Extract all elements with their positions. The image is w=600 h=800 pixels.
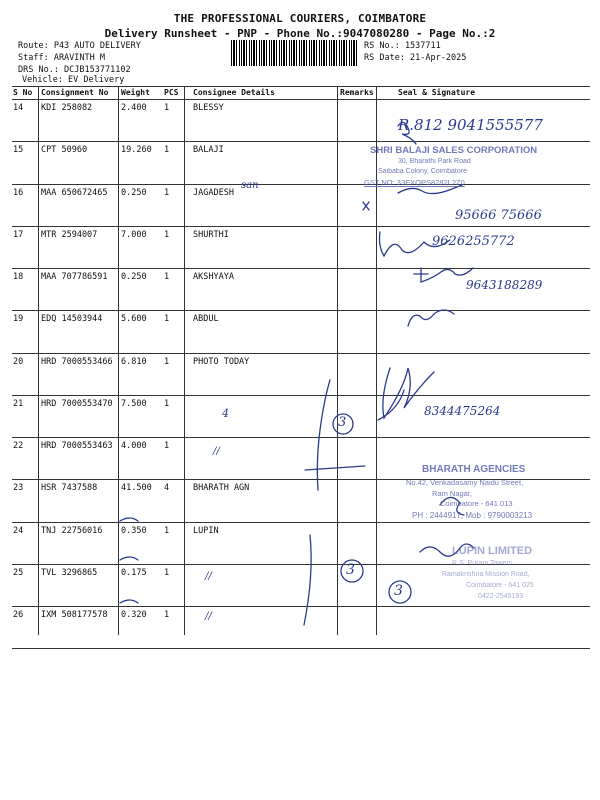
- weight-cell: 7.000: [121, 229, 147, 240]
- sno-cell: 14: [13, 103, 24, 113]
- weight-cell: 0.175: [121, 567, 147, 578]
- ditto-mark-row22: //: [213, 446, 220, 457]
- weight-cell: 0.320: [121, 610, 147, 620]
- stamp-balaji-address1: 30, Bharathi Park Road: [398, 158, 471, 165]
- stamp-bharath-address2: Ram Nagar,: [432, 489, 473, 498]
- pcs-cell: 4: [164, 483, 170, 494]
- pcs-cell: 1: [164, 525, 170, 536]
- sno-cell: 25: [13, 567, 24, 578]
- weight-cell: 4.000: [121, 441, 147, 451]
- consignee-cell: PHOTO TODAY: [193, 356, 250, 367]
- weight-cell: 7.500: [121, 398, 147, 409]
- pcs-cell: 1: [164, 103, 170, 113]
- handwritten-phone-row15: R.812 9041555577: [398, 116, 543, 134]
- table-row: [12, 396, 590, 438]
- consignment-cell: CPT 50960: [41, 145, 88, 156]
- weight-cell: 2.400: [121, 103, 147, 113]
- stamp-bharath-phone: PH : 2444917, Mob : 9790003213: [412, 511, 533, 520]
- col-divider: [118, 86, 119, 635]
- consignment-cell: EDQ 14503944: [41, 314, 103, 325]
- weight-cell: 5.600: [121, 314, 147, 325]
- stamp-balaji-address2: Saibaba Colony, Coimbatore: [378, 168, 467, 175]
- consignment-cell: HRD 7000553470: [41, 398, 113, 409]
- route-label: Route: P43 AUTO DELIVERY: [18, 41, 141, 51]
- header-pcs: PCS: [164, 88, 179, 97]
- stamp-lupin-address1: R.S. Puram Towers: [452, 560, 513, 567]
- table-row: [12, 354, 590, 396]
- sno-cell: 26: [13, 610, 24, 620]
- runsheet-subtitle: Delivery Runsheet - PNP - Phone No.:9047080280 - Page No.:2: [104, 27, 496, 40]
- handwritten-phone-row17: 9626255772: [432, 234, 515, 249]
- col-divider: [38, 86, 39, 635]
- drs-label: DRS No.: DCJB153771102: [18, 65, 131, 75]
- pcs-cell: 1: [164, 398, 170, 409]
- rs-number: RS No.: 1537711: [364, 41, 441, 51]
- consignment-cell: MAA 650672465: [41, 187, 108, 198]
- weight-cell: 0.250: [121, 272, 147, 282]
- consignee-cell: BLESSY: [193, 103, 224, 113]
- sno-cell: 23: [13, 483, 24, 494]
- sno-cell: 18: [13, 272, 24, 282]
- circled-number-21: 3: [338, 415, 347, 430]
- consignment-cell: KDI 258082: [41, 103, 93, 113]
- sno-cell: 22: [13, 441, 24, 451]
- consignment-cell: HRD 7000553463: [41, 441, 113, 451]
- consignee-cell: AKSHYAYA: [193, 272, 234, 282]
- consignee-cell: ABDUL: [193, 314, 219, 325]
- stamp-bharath-address1: No.42, Venkadasamy Naidu Street,: [406, 478, 524, 487]
- consignee-cell: BALAJI: [193, 145, 224, 156]
- vehicle-label: Vehicle: EV Delivery: [22, 75, 125, 85]
- sno-cell: 16: [13, 187, 24, 198]
- header-weight: Weight: [121, 88, 150, 97]
- handwritten-phone-row18: 9643188289: [466, 278, 543, 292]
- col-divider: [376, 86, 377, 635]
- stamp-balaji-name: SHRI BALAJI SALES CORPORATION: [370, 145, 538, 156]
- pcs-cell: 1: [164, 356, 170, 367]
- stamp-lupin-address2: Ramakrishna Mission Road,: [442, 571, 530, 578]
- consignee-cell: LUPIN: [193, 525, 219, 536]
- header-sno: S No: [13, 88, 33, 97]
- table-row: [12, 311, 590, 353]
- sno-cell: 20: [13, 356, 24, 367]
- consignment-cell: HSR 7437588: [41, 483, 98, 494]
- consignment-cell: MAA 707786591: [41, 272, 108, 282]
- sno-cell: 19: [13, 314, 24, 325]
- header-consignment: Consignment No: [41, 88, 109, 97]
- circled-number-25: 3: [346, 562, 355, 578]
- rs-date: RS Date: 21-Apr-2025: [364, 53, 467, 63]
- weight-cell: 41.500: [121, 483, 152, 494]
- pcs-cell: 1: [164, 229, 170, 240]
- ditto-mark-row21: 4: [222, 407, 229, 420]
- pcs-cell: 1: [164, 187, 170, 198]
- pcs-cell: 1: [164, 610, 170, 620]
- runsheet-barcode: [231, 40, 357, 66]
- staff-label: Staff: ARAVINTH M: [18, 53, 105, 63]
- sno-cell: 24: [13, 525, 24, 536]
- company-title: THE PROFESSIONAL COURIERS, COIMBATORE: [173, 12, 427, 25]
- table-row: [12, 523, 590, 565]
- handwritten-phone-row16: 95666 75666: [455, 208, 542, 223]
- stamp-lupin-name: LUPIN LIMITED: [452, 545, 533, 557]
- consignment-cell: TNJ 22756016: [41, 525, 103, 536]
- pcs-cell: 1: [164, 314, 170, 325]
- consignee-cell: SHURTHI: [193, 229, 229, 240]
- col-divider: [184, 86, 185, 635]
- pcs-cell: 1: [164, 441, 170, 451]
- ditto-mark-row25: //: [205, 571, 212, 582]
- consignee-cell: JAGADESH: [193, 187, 234, 198]
- consignment-cell: MTR 2594007: [41, 229, 98, 240]
- table-row: [12, 607, 590, 649]
- handwritten-name-row16: san: [241, 180, 259, 191]
- circled-number-26: 3: [394, 583, 403, 599]
- table-header: [12, 86, 590, 100]
- weight-cell: 0.350: [121, 525, 147, 536]
- sno-cell: 17: [13, 229, 24, 240]
- sno-cell: 15: [13, 145, 24, 156]
- pcs-cell: 1: [164, 272, 170, 282]
- header-remarks: Remarks: [340, 88, 374, 97]
- stamp-lupin-phone: 0422-2545193: [478, 593, 524, 600]
- ditto-mark-row26: //: [205, 611, 212, 622]
- sno-cell: 21: [13, 398, 24, 409]
- header-details: Consignee Details: [193, 88, 275, 97]
- weight-cell: 6.810: [121, 356, 147, 367]
- stamp-balaji-gst: GST NO: 33EXQPS8282L2Z0: [364, 178, 465, 187]
- consignee-cell: BHARATH AGN: [193, 483, 250, 494]
- weight-cell: 0.250: [121, 187, 147, 198]
- handwritten-phone-row21: 8344475264: [424, 404, 501, 418]
- pcs-cell: 1: [164, 567, 170, 578]
- weight-cell: 19.260: [121, 145, 152, 156]
- consignment-cell: HRD 7000553466: [41, 356, 113, 367]
- header-seal: Seal & Signature: [398, 88, 476, 97]
- stamp-bharath-address3: Coimbatore - 641 013: [440, 499, 513, 508]
- pcs-cell: 1: [164, 145, 170, 156]
- col-divider: [337, 86, 338, 635]
- consignment-cell: TVL 3296865: [41, 567, 98, 578]
- consignment-cell: IXM 508177578: [41, 610, 108, 620]
- stamp-bharath-name: BHARATH AGENCIES: [422, 464, 526, 475]
- stamp-lupin-address3: Coimbatore - 641 025: [466, 582, 534, 589]
